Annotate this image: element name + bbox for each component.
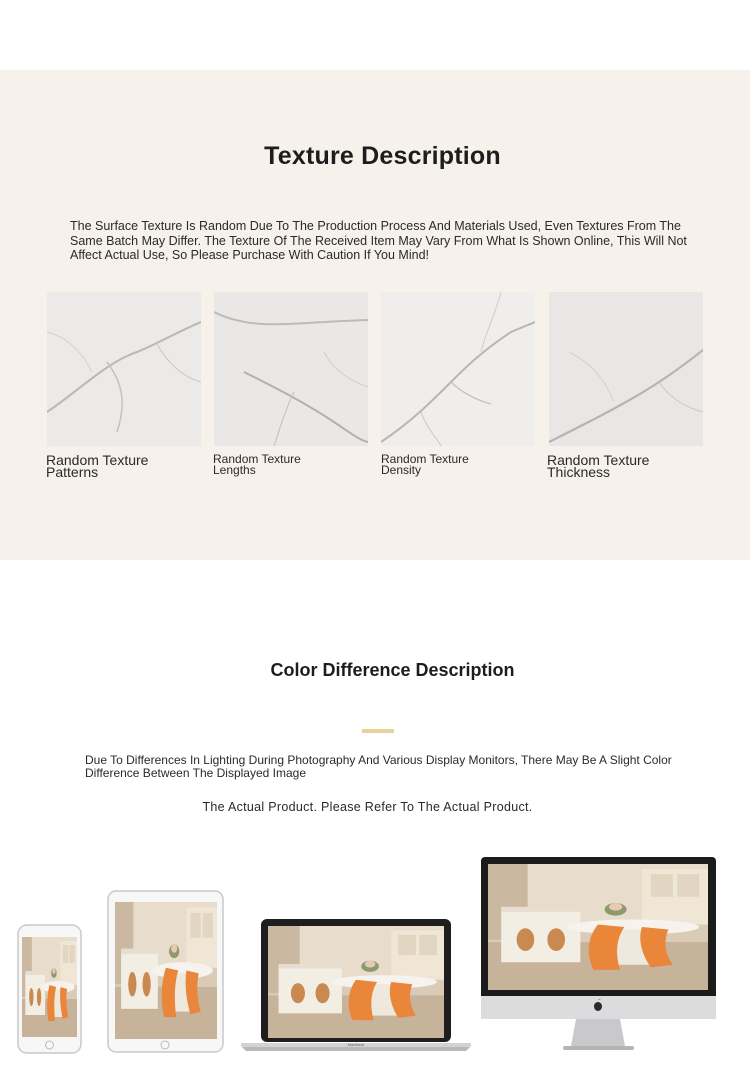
laptop-brand-label: MacBook — [347, 1042, 365, 1047]
title-accent-bar — [362, 729, 394, 733]
phone-device — [18, 925, 81, 1053]
marble-swatch-lengths — [214, 292, 368, 446]
texture-description: The Surface Texture Is Random Due To The Production Process And Materials Used, Even Textures From The Same Batch May Differ. The Texture Of The Received Item May Vary From What Is Shown Online, This Will Not Affect Actual Use, So Please Purchase With Caution If You Mind! — [70, 219, 687, 262]
marble-swatch-thickness — [549, 292, 703, 446]
color-difference-title: Color Difference Description — [270, 660, 515, 680]
tablet-device — [108, 891, 223, 1052]
marble-swatch-density — [381, 292, 535, 446]
color-difference-note: The Actual Product. Please Refer To The Actual Product. — [202, 800, 533, 814]
swatch-label-lengths: Random Texture Lengths — [213, 452, 301, 477]
laptop-device — [241, 919, 471, 1051]
texture-title: Texture Description — [264, 142, 501, 170]
desktop-monitor-device — [481, 857, 716, 1050]
swatch-label-patterns: Random Texture Patterns — [46, 452, 149, 480]
texture-section — [0, 70, 750, 560]
color-difference-description: Due To Differences In Lighting During Photography And Various Display Monitors, There May Be A Slight Color Difference Between The Displayed Image — [85, 753, 672, 780]
swatch-label-thickness: Random Texture Thickness — [547, 452, 650, 480]
marble-swatch-patterns — [47, 292, 201, 446]
swatch-label-density: Random Texture Density — [381, 452, 469, 477]
device-lineup-illustration — [0, 850, 750, 1060]
